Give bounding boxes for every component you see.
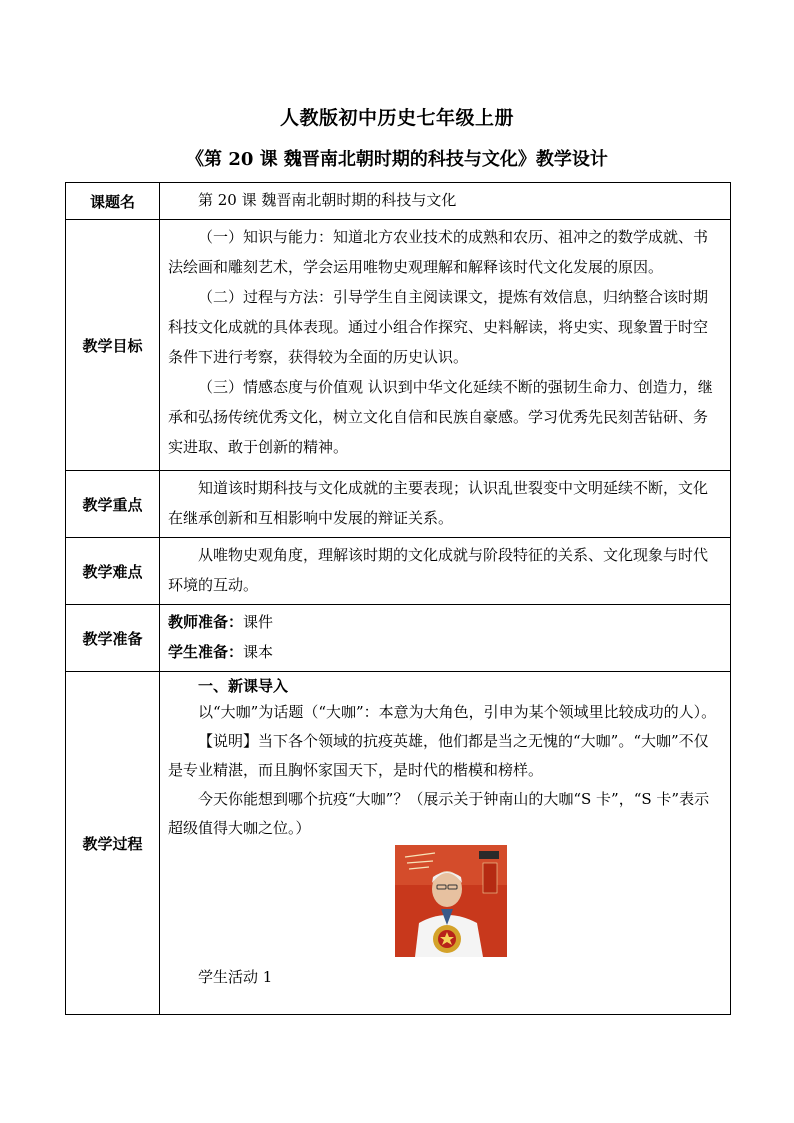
table-row-topic [66,183,731,220]
table-row-goals [66,220,731,471]
key-points-text: 知道该时期科技与文化成就的主要表现；认识乱世裂变中文明延续不断，文化在继承创新和互相影响中发展的辩证关系。 [168,479,709,527]
preparation-label: 教学准备 [66,605,160,672]
topic-cell [160,183,731,220]
goals-label: 教学目标 [66,220,160,471]
topic-value: 第 20 课 魏晋南北朝时期的科技与文化 [198,191,457,209]
difficult-points-label: 教学难点 [66,538,160,605]
difficult-points-cell [160,538,731,605]
topic-label: 课题名 [66,183,160,220]
goals-knowledge: （一）知识与能力：知道北方农业技术的成熟和农历、祖冲之的数学成就、书法绘画和雕刻艺术，学会运用唯物史观理解和解释该时代文化发展的原因。 [168,228,709,276]
process-intro-text: 以“大咖”为话题（“大咖”：本意为大角色，引申为某个领域里比较成功的人）。 [198,703,717,721]
student-prep-value: 课本 [243,643,274,661]
lesson-plan-table [65,182,731,1015]
teacher-prep-value: 课件 [243,613,274,631]
doc-title: 人教版初中历史七年级上册 [279,107,514,129]
table-row-process [66,672,731,1015]
section-heading-intro: 一、新课导入 [198,677,289,695]
table-row-key-points [66,471,731,538]
table-row-preparation [66,605,731,672]
preparation-cell [160,605,731,672]
goals-attitude: （三）情感态度与价值观 认识到中华文化延续不断的强韧生命力、创造力，继承和弘扬传统优秀文化，树立文化自信和民族自豪感。学习优秀先民刻苦钻研、务实进取、敢于创新的精神。 [168,378,713,456]
table-row-difficult-points [66,538,731,605]
process-cell [160,672,731,1015]
student-prep [168,637,722,667]
process-label: 教学过程 [66,672,160,1015]
process-explanation: 【说明】当下各个领域的抗疫英雄，他们都是当之无愧的“大咖”。“大咖”不仅是专业精湛，而且胸怀家国天下，是时代的楷模和榜样。 [168,732,709,779]
difficult-points-text: 从唯物史观角度，理解该时期的文化成就与阶段特征的关系、文化现象与时代环境的互动。 [168,546,709,594]
hero-portrait-image [395,845,507,957]
goals-process: （二）过程与方法：引导学生自主阅读课文，提炼有效信息，归纳整合该时期科技文化成就的具体表现。通过小组合作探究、史料解读，将史实、现象置于时空条件下进行考察，获得较为全面的历史认识。 [168,288,709,366]
doc-subtitle: 《第 20 课 魏晋南北朝时期的科技与文化》教学设计 [186,149,608,170]
teacher-prep-label: 教师准备： [168,613,244,631]
student-prep-label: 学生准备： [168,643,244,661]
student-activity-label: 学生活动 1 [198,968,273,986]
key-points-label: 教学重点 [66,471,160,538]
goals-cell [160,220,731,471]
key-points-cell [160,471,731,538]
process-question: 今天你能想到哪个抗疫“大咖”？（展示关于钟南山的大咖“S 卡”，“S 卡”表示超级值得大咖之位。） [168,790,710,837]
hero-photo-wrap [168,845,722,957]
teacher-prep [168,607,722,637]
